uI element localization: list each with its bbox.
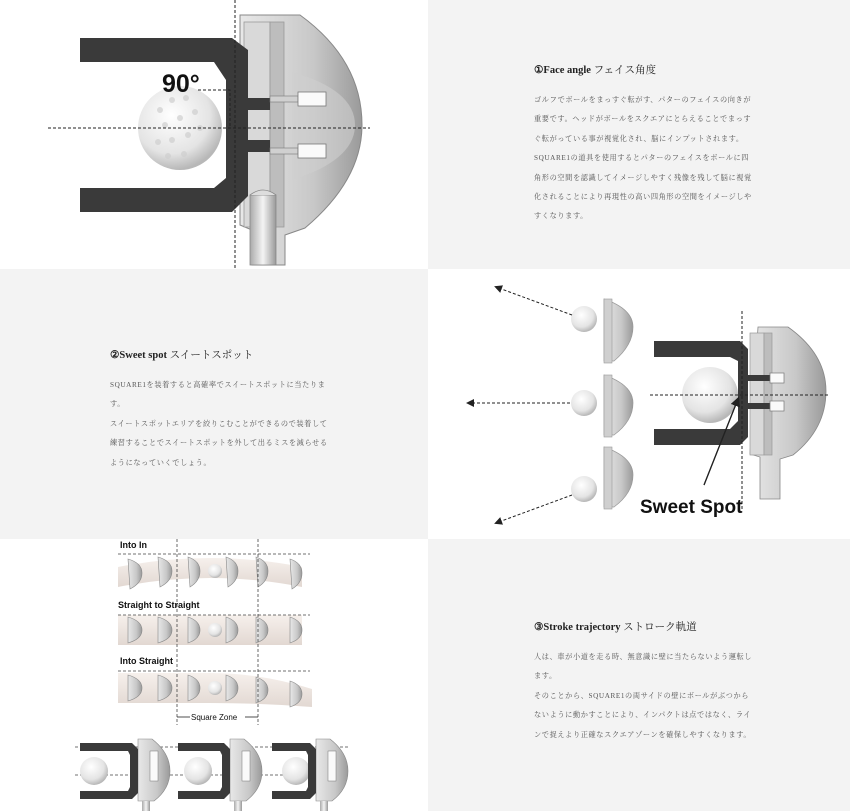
- title-en: ③Stroke trajectory: [534, 622, 621, 633]
- body-line: す。: [110, 400, 125, 409]
- stroke-label-straight: Straight to Straight: [118, 600, 200, 610]
- sweet-spot-label: Sweet Spot: [640, 497, 743, 518]
- body-line: SQUARE1を装着すると高確率でスイートスポットに当たりま: [110, 381, 326, 389]
- body-line: スイートスポットエリアを絞りこむことができるので装着して: [110, 419, 328, 428]
- title-jp: スイートスポット: [169, 350, 254, 361]
- stroke-trajectory-illustration: [0, 539, 428, 811]
- section-title: [534, 62, 824, 77]
- body-line: ンで捉えより正確なスクエアゾーンを確保しやすくなります。: [534, 730, 752, 739]
- face-angle-illustration: [0, 0, 428, 269]
- body-line: 練習することでスイートスポットを外して出るミスを減らせる: [110, 439, 328, 448]
- stroke-label-into-straight: Into Straight: [120, 656, 173, 666]
- body-line: SQUARE1の道具を使用するとパターのフェイスをボールに四: [534, 154, 750, 163]
- body-line: 重要です。ヘッドがボールをスクエアにとらえることでまっす: [534, 115, 752, 124]
- face-angle-section: [428, 0, 850, 269]
- stroke-label-into-in: Into In: [120, 540, 147, 550]
- title-jp: ストローク軌道: [623, 622, 697, 633]
- body-line: 人は、車が小道を走る時、無意識に壁に当たらないよう運転し: [534, 653, 753, 661]
- body-line: ゴルフでボールをまっすぐ転がす、パターのフェイスの向きが: [534, 96, 752, 104]
- title-en: ②Sweet spot: [110, 350, 167, 361]
- body-line: そのことから、SQUARE1の両サイドの壁にボールがぶつから: [534, 691, 750, 700]
- square-zone-label: Square Zone: [191, 713, 238, 722]
- section-body: [534, 648, 834, 745]
- section-title: [534, 619, 834, 634]
- sweet-spot-illustration: [428, 269, 850, 539]
- body-line: ないように動かすことにより、インパクトは点ではなく、ライ: [534, 711, 752, 720]
- body-line: ぐ転がっている事が視覚化され、脳にインプットされます。: [534, 134, 744, 143]
- title-en: ①Face angle: [534, 65, 591, 76]
- body-line: 化されることにより再現性の高い四角形の空間をイメージしや: [534, 193, 752, 202]
- body-line: すくなります。: [534, 212, 588, 221]
- section-body: [534, 91, 824, 227]
- body-line: 角形の空間を認識してイメージしやすく残像を残して脳に視覚: [534, 173, 752, 182]
- stroke-trajectory-section: [428, 539, 850, 811]
- angle-label: 90°: [162, 70, 200, 98]
- section-body: [110, 376, 410, 473]
- title-jp: フェイス角度: [593, 65, 656, 76]
- body-line: ようになっていくでしょう。: [110, 458, 212, 467]
- section-title: [110, 347, 410, 362]
- body-line: ます。: [534, 672, 557, 681]
- sweet-spot-section: [0, 269, 428, 539]
